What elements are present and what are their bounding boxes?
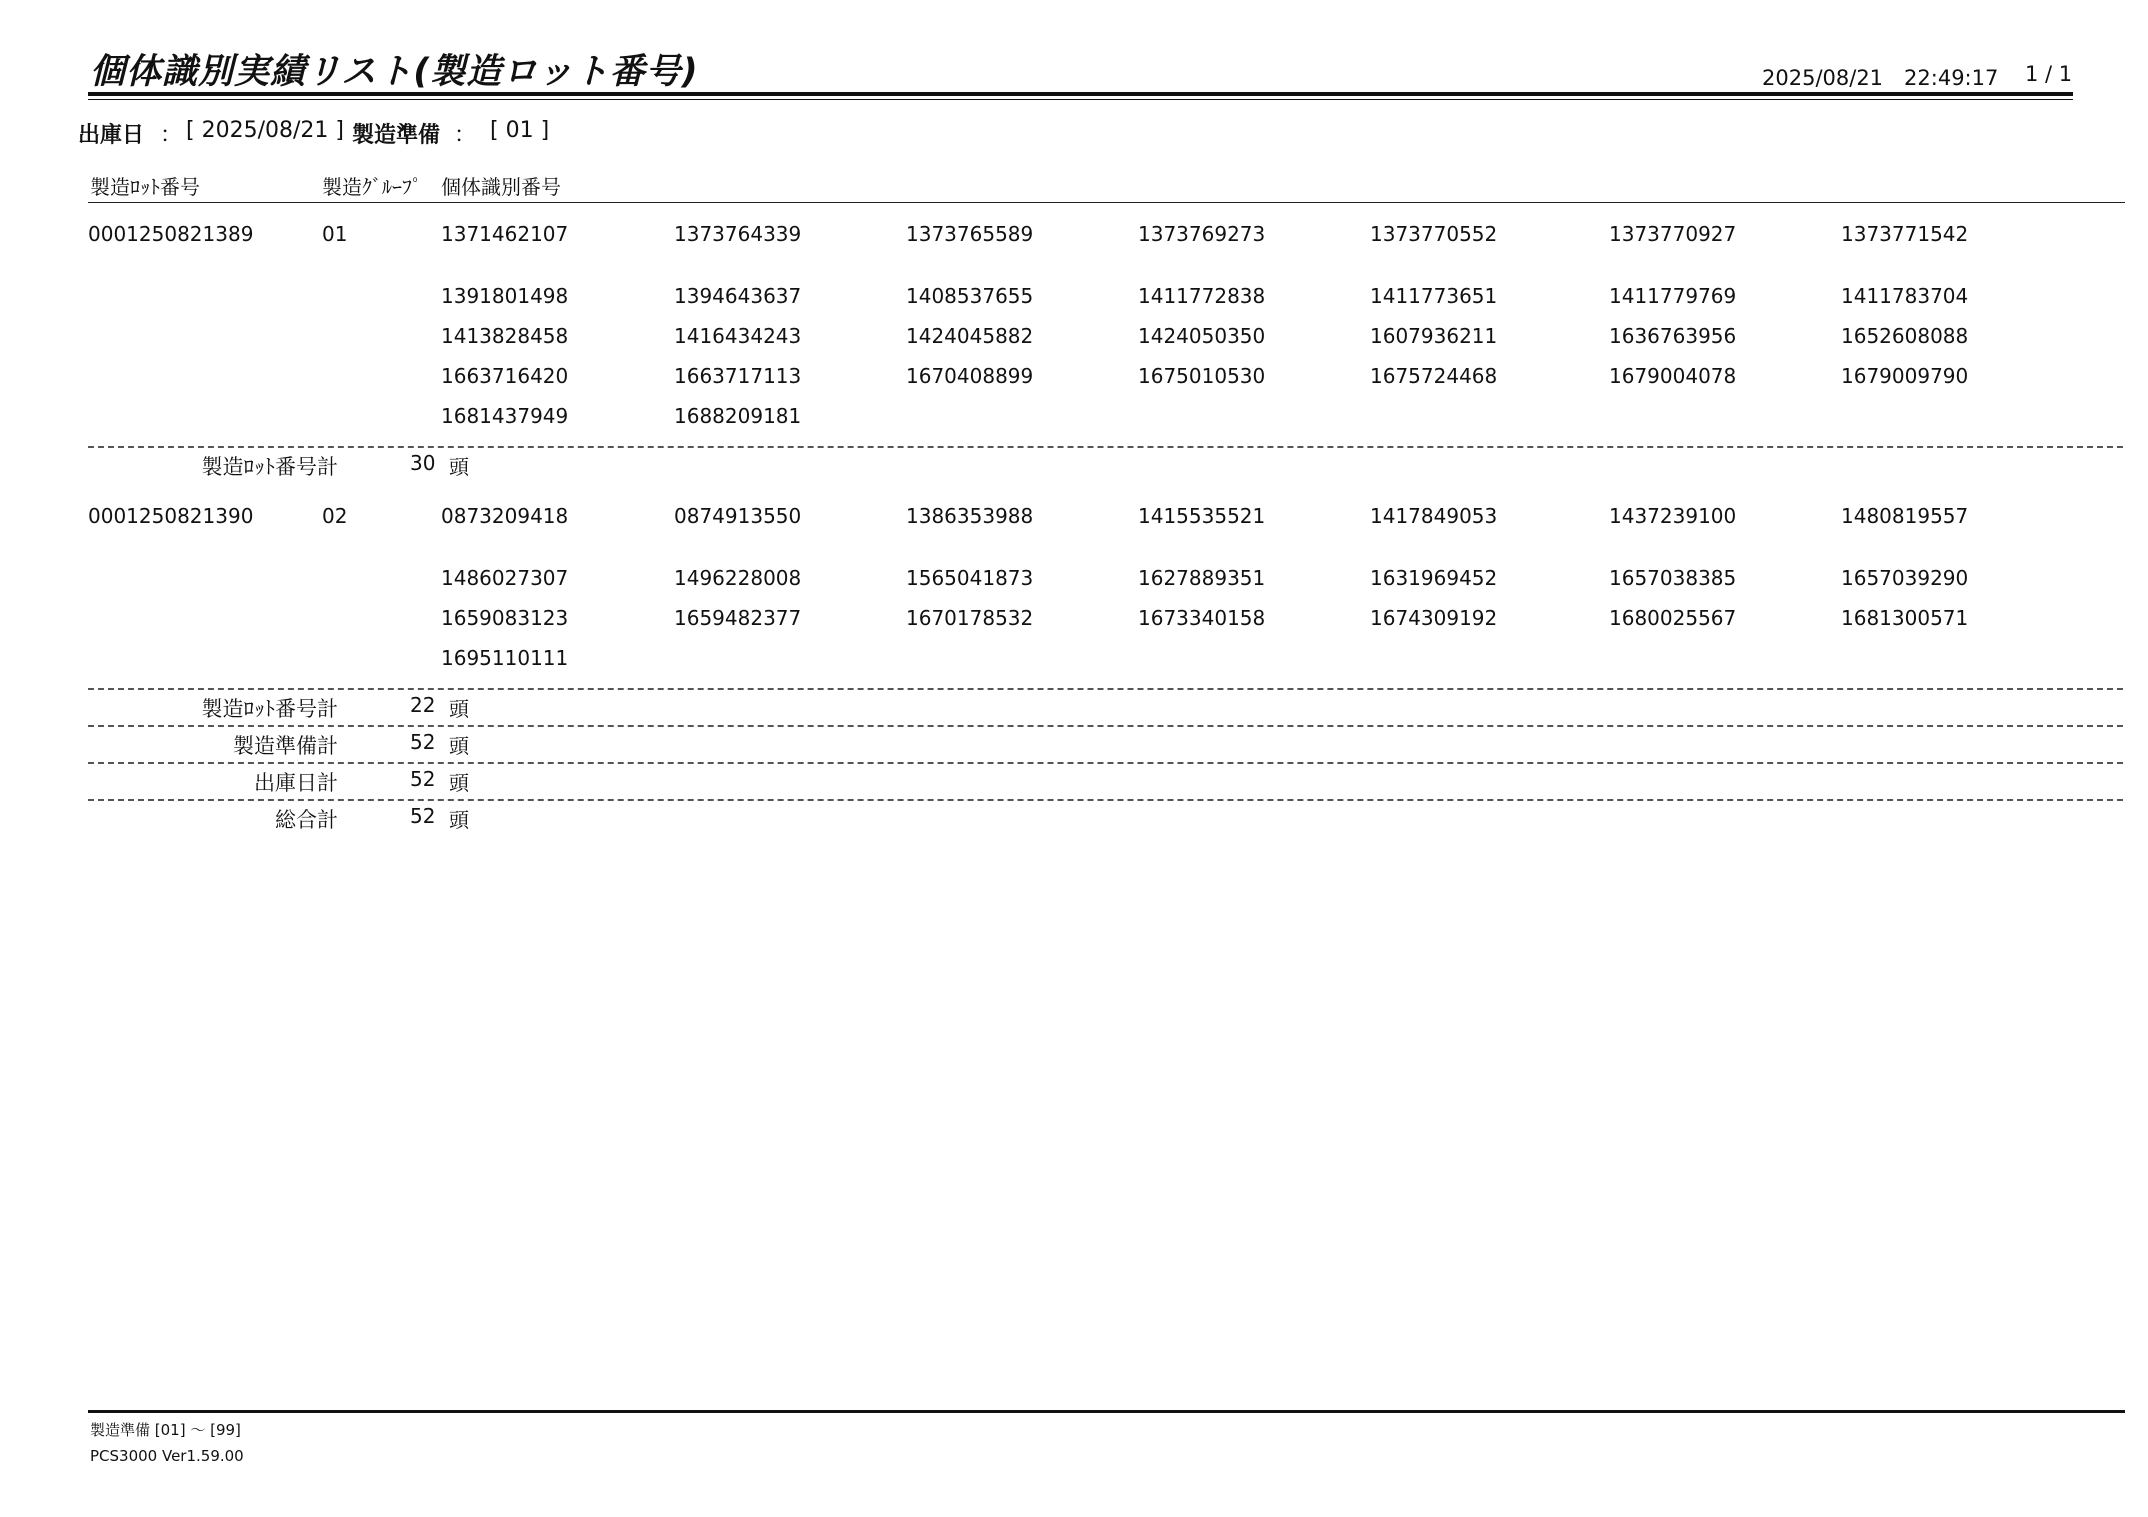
individual-id: 0873209418 <box>441 504 569 528</box>
total-divider <box>88 762 2123 764</box>
col-header-group: 製造ｸﾞﾙｰﾌﾟ <box>322 175 422 199</box>
individual-id: 1670178532 <box>906 606 1034 630</box>
footer-rule <box>88 1410 2125 1413</box>
ship-date-label: 出庫日 <box>78 123 145 148</box>
individual-id: 1373771542 <box>1841 222 1969 246</box>
individual-id: 1480819557 <box>1841 504 1969 528</box>
col-header-id: 個体識別番号 <box>441 175 561 199</box>
individual-id: 1391801498 <box>441 284 569 308</box>
individual-id: 1411783704 <box>1841 284 1969 308</box>
individual-id: 1373765589 <box>906 222 1034 246</box>
total-divider <box>88 725 2123 727</box>
individual-id: 1681300571 <box>1841 606 1969 630</box>
report-title: 個体識別実績リスト(製造ロット番号) <box>90 52 699 92</box>
individual-id: 1681437949 <box>441 404 569 428</box>
lot-subtotal-label: 製造ﾛｯﾄ番号計 <box>201 697 338 721</box>
individual-id: 1496228008 <box>674 566 802 590</box>
individual-id: 1695110111 <box>441 646 569 670</box>
lot-number: 0001250821390 <box>88 504 254 528</box>
individual-id: 1437239100 <box>1609 504 1737 528</box>
lot-subtotal-unit: 頭 <box>449 455 469 479</box>
lot-number: 0001250821389 <box>88 222 254 246</box>
individual-id: 1631969452 <box>1370 566 1498 590</box>
group-code: 02 <box>322 504 348 528</box>
individual-id: 1408537655 <box>906 284 1034 308</box>
header-rule <box>88 202 2125 203</box>
individual-id: 1373770927 <box>1609 222 1737 246</box>
group-code: 01 <box>322 222 348 246</box>
individual-id: 1652608088 <box>1841 324 1969 348</box>
total-unit: 頭 <box>449 771 469 795</box>
individual-id: 1565041873 <box>906 566 1034 590</box>
total-value: 52 <box>410 804 436 828</box>
individual-id: 1373764339 <box>674 222 802 246</box>
lot-subtotal-label: 製造ﾛｯﾄ番号計 <box>201 455 338 479</box>
ship-date-sep: ： <box>160 123 183 148</box>
individual-id: 1416434243 <box>674 324 802 348</box>
total-label: 総合計 <box>275 808 338 832</box>
individual-id: 1417849053 <box>1370 504 1498 528</box>
footer-version: PCS3000 Ver1.59.00 <box>90 1447 244 1465</box>
col-header-lot: 製造ﾛｯﾄ番号 <box>90 175 200 199</box>
individual-id: 1680025567 <box>1609 606 1737 630</box>
individual-id: 1411772838 <box>1138 284 1266 308</box>
individual-id: 1659083123 <box>441 606 569 630</box>
individual-id: 1636763956 <box>1609 324 1737 348</box>
print-datetime: 2025/08/21 22:49:17 <box>1762 66 1999 90</box>
individual-id: 1674309192 <box>1370 606 1498 630</box>
total-unit: 頭 <box>449 808 469 832</box>
individual-id: 1679004078 <box>1609 364 1737 388</box>
individual-id: 1657039290 <box>1841 566 1969 590</box>
individual-id: 0874913550 <box>674 504 802 528</box>
lot-subtotal-value: 22 <box>410 693 436 717</box>
prep-label: 製造準備 <box>352 123 441 148</box>
individual-id: 1607936211 <box>1370 324 1498 348</box>
total-divider <box>88 799 2123 801</box>
footer-range: 製造準備 [01] ～ [99] <box>90 1421 241 1439</box>
page-number: 1 / 1 <box>2025 62 2073 86</box>
individual-id: 1679009790 <box>1841 364 1969 388</box>
total-unit: 頭 <box>449 734 469 758</box>
total-value: 52 <box>410 730 436 754</box>
individual-id: 1373769273 <box>1138 222 1266 246</box>
section-divider <box>88 688 2123 690</box>
individual-id: 1415535521 <box>1138 504 1266 528</box>
section-divider <box>88 446 2123 448</box>
individual-id: 1670408899 <box>906 364 1034 388</box>
individual-id: 1688209181 <box>674 404 802 428</box>
individual-id: 1386353988 <box>906 504 1034 528</box>
individual-id: 1663716420 <box>441 364 569 388</box>
title-rule-thin <box>88 99 2073 100</box>
ship-date-value: [ 2025/08/21 ] <box>186 118 344 143</box>
title-rule <box>88 92 2073 96</box>
individual-id: 1657038385 <box>1609 566 1737 590</box>
individual-id: 1673340158 <box>1138 606 1266 630</box>
individual-id: 1424045882 <box>906 324 1034 348</box>
total-value: 52 <box>410 767 436 791</box>
lot-subtotal-value: 30 <box>410 451 436 475</box>
individual-id: 1371462107 <box>441 222 569 246</box>
individual-id: 1373770552 <box>1370 222 1498 246</box>
individual-id: 1413828458 <box>441 324 569 348</box>
individual-id: 1627889351 <box>1138 566 1266 590</box>
lot-subtotal-unit: 頭 <box>449 697 469 721</box>
individual-id: 1675724468 <box>1370 364 1498 388</box>
individual-id: 1394643637 <box>674 284 802 308</box>
total-label: 出庫日計 <box>254 771 338 795</box>
individual-id: 1411779769 <box>1609 284 1737 308</box>
individual-id: 1424050350 <box>1138 324 1266 348</box>
individual-id: 1675010530 <box>1138 364 1266 388</box>
prep-sep: ： <box>454 123 477 148</box>
individual-id: 1659482377 <box>674 606 802 630</box>
prep-value: [ 01 ] <box>490 118 550 143</box>
total-label: 製造準備計 <box>233 734 338 758</box>
individual-id: 1663717113 <box>674 364 802 388</box>
individual-id: 1486027307 <box>441 566 569 590</box>
individual-id: 1411773651 <box>1370 284 1498 308</box>
